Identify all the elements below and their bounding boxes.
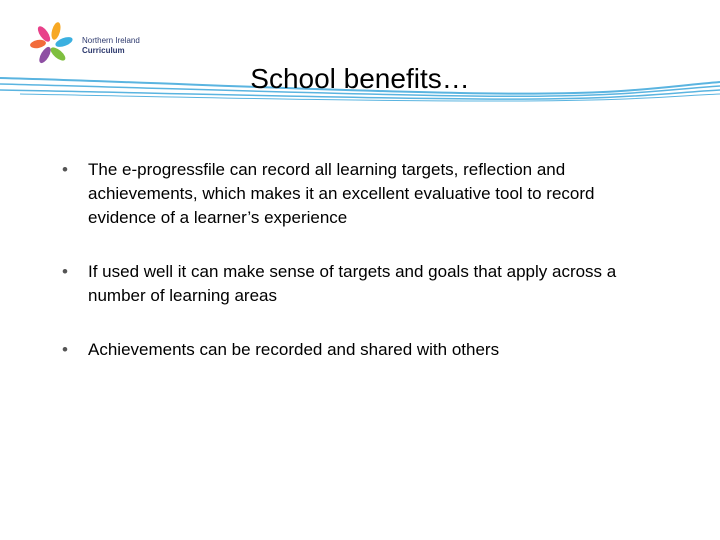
bullet-dot: • xyxy=(62,340,68,359)
logo-line-2: Curriculum xyxy=(82,46,125,55)
bullet-dot: • xyxy=(62,262,68,281)
bullet-item xyxy=(62,260,662,308)
logo-line-1: Northern Ireland xyxy=(82,36,140,45)
bullet-text: The e-progressfile can record all learning targets, reflection and achievements, which makes it an excellent evaluative tool to record evidence of a learner’s experience xyxy=(88,160,595,227)
slide-title: School benefits… xyxy=(250,63,470,94)
logo-text xyxy=(82,36,140,56)
bullet-text: Achievements can be recorded and shared with others xyxy=(88,340,500,359)
bullet-item xyxy=(62,338,662,362)
bullet-item xyxy=(62,158,662,230)
bullet-list xyxy=(62,158,662,392)
bullet-dot: • xyxy=(62,160,68,179)
bullet-text: If used well it can make sense of targets and goals that apply across a number of learning areas xyxy=(88,262,617,305)
